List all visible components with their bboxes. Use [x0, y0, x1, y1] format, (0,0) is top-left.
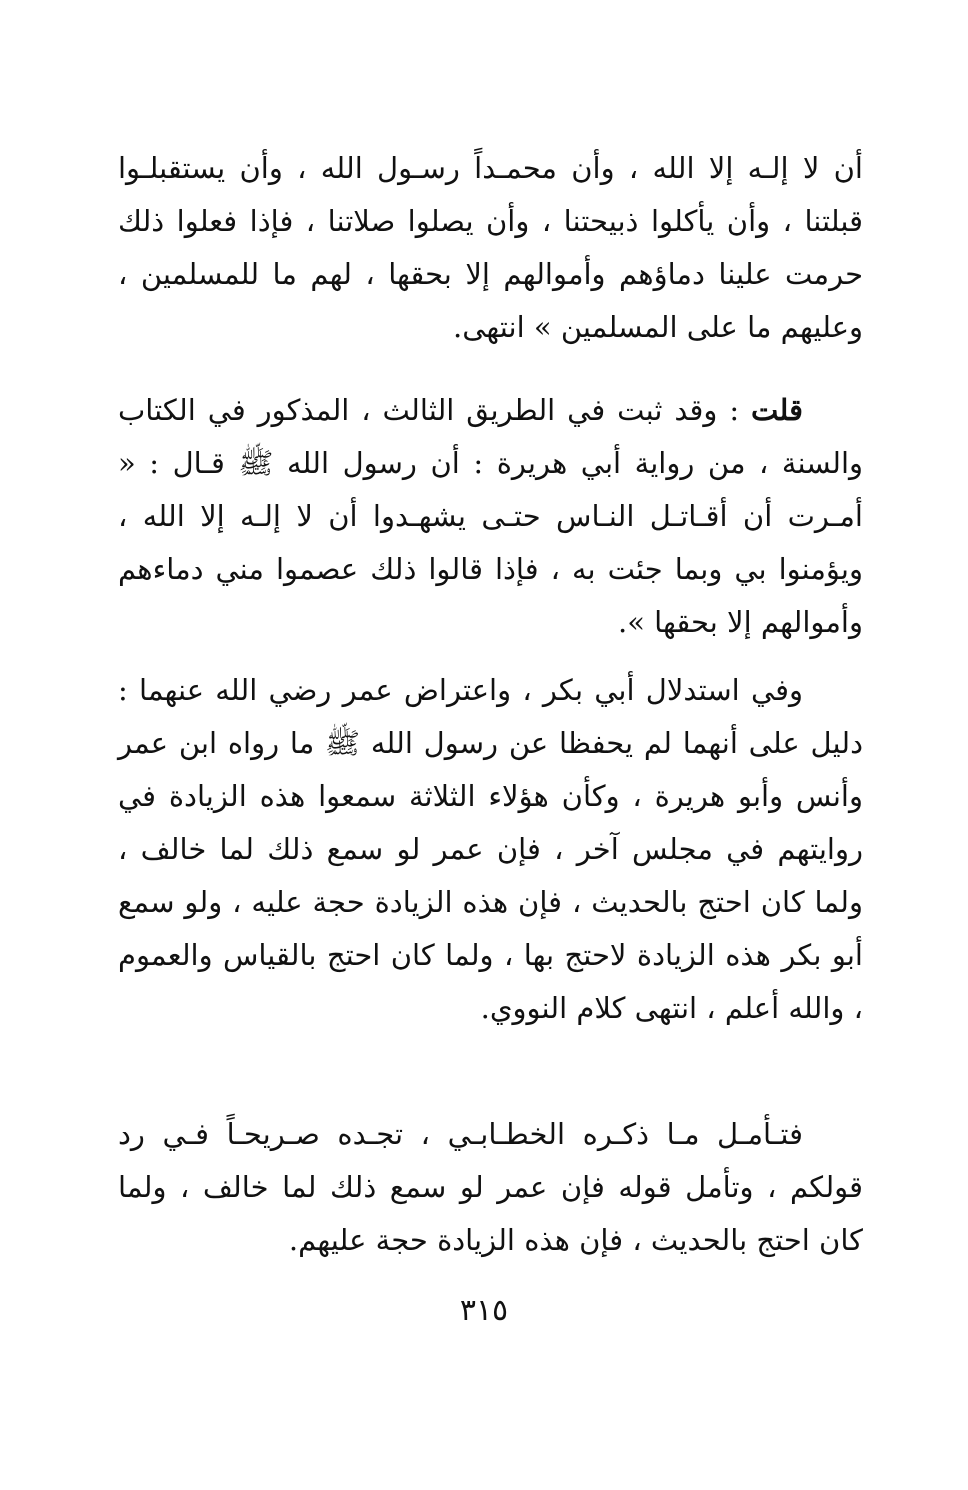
paragraph-2-text [118, 384, 863, 649]
page-number: ٣١٥ [459, 1293, 509, 1328]
paragraph-1 [118, 142, 863, 354]
paragraph-2-body: : وقد ثبت في الطريق الثالث ، المذكور في الكتاب والسنة ، من رواية أبي هريرة : أن رسول الله ﷺ قـال : « أمـرت أن أقـاتـل النـاس حتـى يشهـدوا أن لا إلـه إلا الله ، ويؤمنوا بي وبما جئت به ، فإذا قالوا ذلك عصموا مني دماءهم وأموالهم إلا بحقها ». [118, 393, 863, 639]
paragraph-4-text: فتـأمـل مـا ذكـره الخطـابـي ، تجـده صـريحـاً فـي رد قولكم ، وتأمل قوله فإن عمر لو سمع ذلك لما خالف ، ولما كان احتج بالحديث ، فإن هذه الزيادة حجة عليهم. [118, 1117, 863, 1257]
paragraph-3-text: وفي استدلال أبي بكر ، واعتراض عمر رضي الله عنهما : دليل على أنهما لم يحفظا عن رسول الله ﷺ ما رواه ابن عمر وأنس وأبو هريرة ، وكأن هؤلاء الثلاثة سمعوا هذه الزيادة في روايتهم في مجلس آخر ، فإن عمر لو سمع ذلك لما خالف ، ولما كان احتج بالحديث ، فإن هذه الزيادة حجة عليه ، ولو سمع أبو بكر هذه الزيادة لاحتج بها ، ولما كان احتج بالقياس والعموم ، والله أعلم ، انتهى كلام النووي. [118, 673, 863, 1025]
paragraph-2-lead-word: قلت [751, 393, 803, 427]
paragraph-3 [118, 664, 863, 1035]
paragraph-1-text: أن لا إلـه إلا الله ، وأن محمـداً رسـول الله ، وأن يستقبلـوا قبلتنا ، وأن يأكلوا ذبيحتنا ، وأن يصلوا صلاتنا ، فإذا فعلوا ذلك حرمت علينا دماؤهم وأموالهم إلا بحقها ، لهم ما للمسلمين ، وعليهم ما على المسلمين » انتهى. [118, 151, 863, 344]
paragraph-2 [118, 384, 863, 649]
paragraph-4 [118, 1108, 863, 1267]
